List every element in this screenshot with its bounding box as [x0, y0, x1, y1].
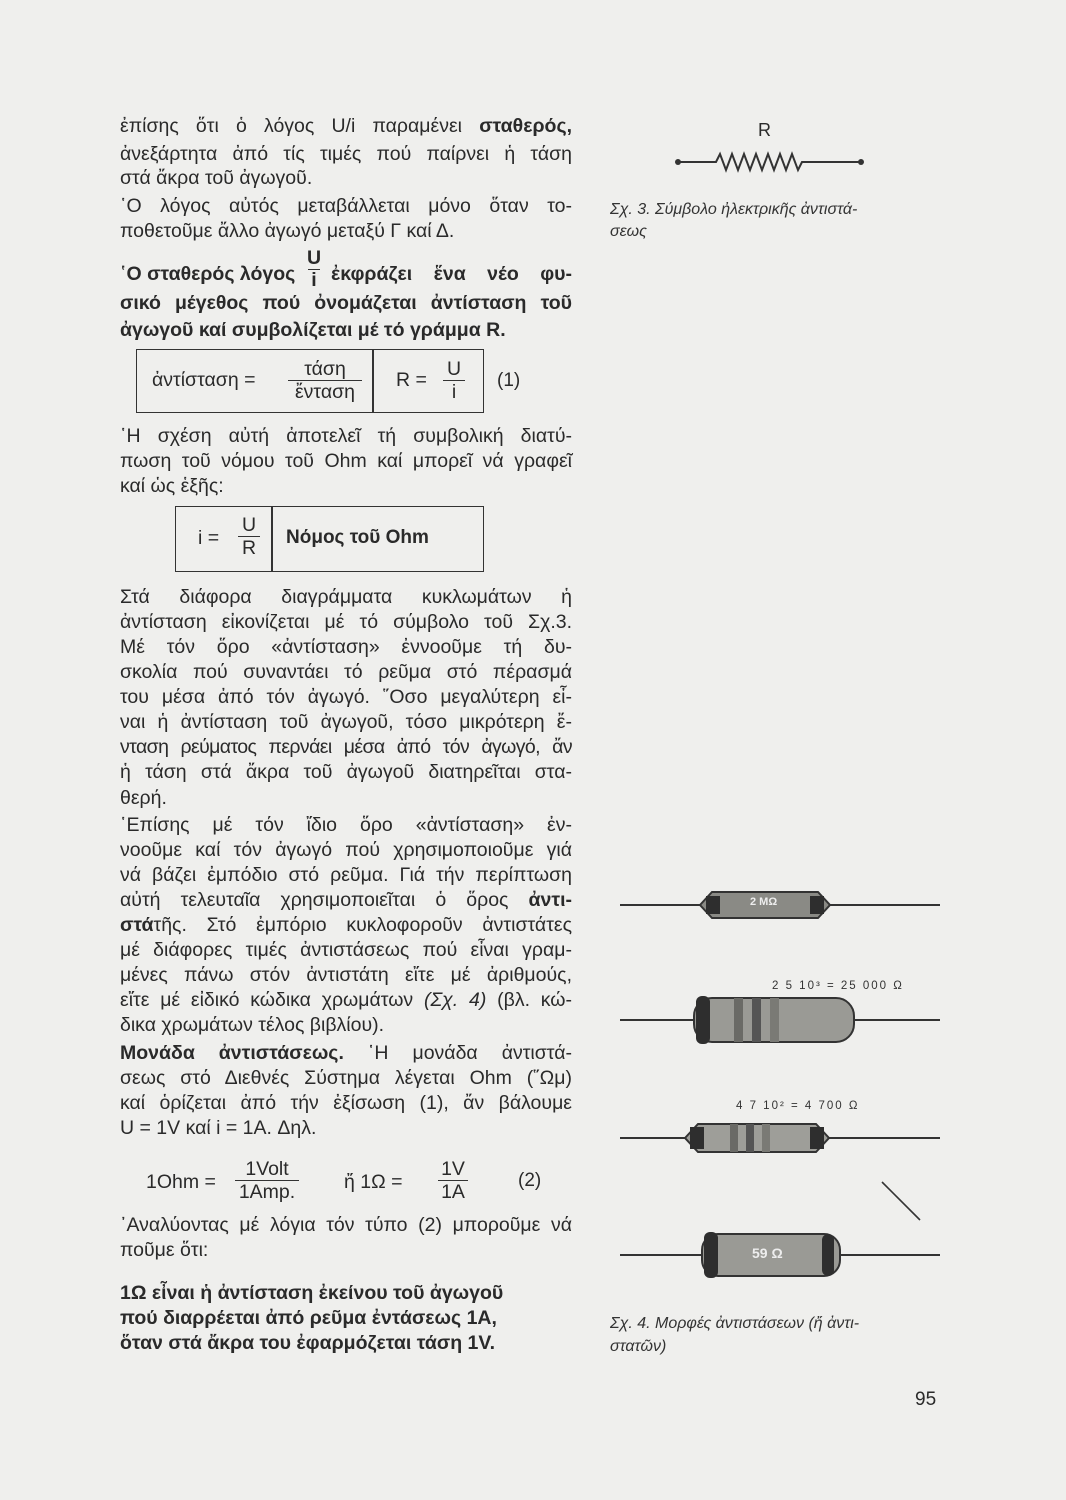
equation-1-num: τάση: [304, 358, 346, 380]
equation-2-lhs: 1Ohm =: [146, 1171, 216, 1193]
body-line-2: ἀντίσταση εἰκονίζεται μέ τό σύμβολο τοῦ Σχ.3.: [120, 611, 572, 633]
fig4-reference: (Σχ. 4): [423, 989, 487, 1011]
body-line-16: μένες πάνω στόν ἀντιστάτη εἴτε μέ ἀριθμούς,: [120, 964, 572, 986]
unit-heading-after: ῾Η μονάδα ἀντιστά-: [367, 1042, 572, 1064]
equation-1-fraction: [285, 358, 365, 403]
annotation-slash: [880, 1180, 924, 1224]
body-line-9: θερή.: [120, 787, 167, 809]
resistor-3-band-3: [762, 1124, 770, 1152]
resistor-3-shape: [685, 1124, 829, 1152]
ohm-fraction: [235, 514, 263, 559]
definition-frac-den: i: [311, 269, 317, 291]
term-resistor-part-2: στά: [120, 914, 154, 936]
resistor-4-end-right: [822, 1234, 834, 1276]
ohm-law-label: Νόμος τοῦ Ohm: [286, 527, 429, 548]
unit-line-2: καί ὁρίζεται ἀπό τήν ἐξίσωση (1), ἄν βάλουμε: [120, 1092, 572, 1114]
body-line-13: [120, 888, 572, 912]
ohm-num: U: [241, 514, 257, 536]
body-line-8: ἡ τάση στά ἄκρα τοῦ ἀγωγοῦ διατηρεῖται στα-: [120, 761, 572, 783]
body-line-13-text: αὐτή τελευταῖα χρησιμοποιεῖται ὁ ὅρος: [120, 889, 509, 911]
body-line-17-text: εἴτε μέ εἰδικό κώδικα χρωμάτων: [120, 989, 414, 1011]
body-line-3: Μέ τόν ὅρο «ἀντίσταση» ἐννοοῦμε τή δυ-: [120, 636, 572, 658]
resistor-2-band-1: [734, 998, 743, 1042]
resistor-1-end-left: [706, 896, 720, 914]
body-line-12: νά βάζει ἐμπόδιο στό ρεῦμα. Γιά τήν περίπτωση: [120, 864, 572, 886]
analysis-line-1: ᾿Αναλύοντας μέ λόγια τόν τύπο (2) μποροῦμε νά: [120, 1214, 572, 1236]
relation-line-1: ῾Η σχέση αὐτή ἀποτελεῖ τή συμβολική διατύ-: [120, 425, 572, 447]
relation-line-3: καί ὡς ἑξῆς:: [120, 475, 224, 497]
color-code-3: 4 7 10² = 4 700 Ω: [736, 1100, 860, 1112]
resistor-2-band-3: [770, 998, 779, 1042]
intro-line-3: στά ἄκρα τοῦ ἀγωγοῦ.: [120, 167, 313, 189]
body-line-17: [120, 988, 572, 1012]
equation-1-rhs-lhs: R =: [396, 369, 427, 391]
resistor-3-end-left: [690, 1127, 704, 1149]
body-line-18: δικα χρωμάτων τέλος βιβλίου).: [120, 1014, 385, 1036]
body-line-10: ῾Επίσης μέ τόν ἴδιο ὅρο «ἀντίσταση» ἐν-: [120, 814, 572, 836]
intro-line-2: ἀνεξάρτητα ἀπό τίς τιμές πού παίρνει ἡ τάση: [120, 143, 572, 165]
relation-line-2: πωση τοῦ νόμου τοῦ Ohm καί μπορεῖ νά γραφεῖ: [120, 450, 572, 472]
equation-1-rhs-den: i: [451, 381, 457, 403]
equation-1-lhs: ἀντίσταση =: [152, 369, 256, 391]
term-resistor-part-1: ἀντι-: [528, 889, 572, 911]
equation-2-fraction: [232, 1158, 302, 1203]
equation-2-fraction-2: [436, 1158, 470, 1203]
fig3-zigzag: [678, 154, 861, 170]
definition-line-1-pre: ῾Ο σταθερός λόγος: [120, 263, 296, 285]
body-line-6: ναι ἡ ἀντίσταση τοῦ ἀγωγοῦ, τόσο μικρότερη ἔ-: [120, 711, 572, 733]
fig3-resistor-symbol: [672, 150, 868, 174]
definition-line-3: ἀγωγοῦ καί συμβολίζεται μέ τό γράμμα R.: [120, 319, 506, 341]
intro-text-1: ἐπίσης ὅτι ὁ λόγος U/i παραμένει: [120, 115, 462, 137]
fig4-reference-after: (βλ. κώ-: [497, 989, 573, 1011]
unit-heading-line: [120, 1041, 572, 1065]
resistor-3-band-2: [746, 1124, 754, 1152]
body-line-11: νοοῦμε καί τόν ἀγωγό πού χρησιμοποιοῦμε γιά: [120, 839, 572, 861]
equation-2-den: 1Amp.: [238, 1181, 296, 1203]
fig3-caption-line-1: Σχ. 3. Σύμβολο ἠλεκτρικῆς ἀντιστά-: [610, 201, 858, 218]
resistor-3-band-1: [730, 1124, 738, 1152]
definition-frac-num: U: [306, 247, 322, 269]
resistor-3-end-right: [810, 1127, 824, 1149]
unit-line-1: σεως στό Διεθνές Σύστημα λέγεται Ohm (῞Ωμ): [120, 1067, 572, 1089]
unit-heading: Μονάδα ἀντιστάσεως.: [120, 1042, 344, 1064]
resistor-4-end-left: [704, 1232, 718, 1278]
body-line-7: νταση ρεύματος περνάει μέσα ἀπό τόν ἀγωγό, ἄν: [120, 736, 572, 758]
ohm-lhs: i =: [198, 527, 220, 549]
body-line-4: σκολία πού συναντάει τό ρεῦμα στό πέρασμά: [120, 661, 572, 683]
body-line-15: μέ διάφορες τιμές ἀντιστάσεως πού εἶναι γραμ-: [120, 939, 572, 961]
color-code-2: 2 5 10³ = 25 000 Ω: [772, 980, 904, 992]
conclusion-line-3: ὅταν στά ἄκρα του ἐφαρμόζεται τάση 1V.: [120, 1332, 496, 1354]
fig3-caption-line-2: σεως: [610, 223, 647, 240]
resistor-2-body: [688, 994, 860, 1046]
fig4-caption-line-2: στατῶν): [610, 1338, 667, 1355]
resistor-1-end-right: [810, 896, 824, 914]
resistor-3-body: [682, 1121, 832, 1155]
definition-line-1-post: ἐκφράζει ἕνα νέο φυ-: [331, 263, 572, 285]
equation-1-den: ἔνταση: [294, 381, 356, 403]
annotation-slash-line: [882, 1182, 920, 1220]
ohm-den: R: [241, 537, 257, 559]
equation-2-num-2: 1V: [441, 1158, 465, 1180]
body-line-14-text: τῆς. Στό ἐμπόριο κυκλοφοροῦν ἀντιστάτες: [153, 914, 572, 936]
equation-2-mid: ἤ 1Ω =: [344, 1171, 403, 1193]
intro-line-1: [120, 114, 572, 138]
equation-2-den-2: 1A: [441, 1181, 465, 1203]
equation-1-label: (1): [497, 370, 521, 391]
body-line-5: του μέσα ἀπό τόν ἀγωγό. ῞Οσο μεγαλύτερη εἶ-: [120, 686, 572, 708]
fig3-symbol-label: R: [758, 120, 771, 140]
conclusion-line-1: 1Ω εἶναι ἡ ἀντίσταση ἐκείνου τοῦ ἀγωγοῦ: [120, 1282, 504, 1304]
conclusion-line-2: πού διαρρέεται ἀπό ρεῦμα ἐντάσεως 1Α,: [120, 1307, 497, 1329]
intro-line-5: ποθετοῦμε ἄλλο ἀγωγό μεταξύ Γ καί Δ.: [120, 220, 455, 242]
analysis-line-2: ποῦμε ὅτι:: [120, 1239, 209, 1261]
intro-bold-word: σταθερός,: [479, 115, 573, 137]
unit-line-3: U = 1V καί i = 1A. Δηλ.: [120, 1117, 317, 1139]
body-line-1: Στά διάφορα διαγράμματα κυκλωμάτων ἡ: [120, 586, 572, 608]
equation-2-label: (2): [518, 1170, 542, 1191]
body-line-14: [120, 913, 572, 937]
equation-1-rhs-num: U: [446, 358, 462, 380]
definition-fraction: [305, 247, 323, 290]
equation-2-num: 1Volt: [245, 1158, 289, 1180]
equation-1-rhs-fraction: [440, 358, 468, 403]
definition-line-2: σικό μέγεθος πού ὀνομάζεται ἀντίσταση τοῦ: [120, 292, 572, 314]
resistor-2-band-2: [752, 998, 761, 1042]
page-number: 95: [915, 1389, 937, 1410]
resistor-2-end-left: [696, 996, 710, 1044]
fig4-caption-line-1: Σχ. 4. Μορφές ἀντιστάσεων (ἤ ἀντι-: [610, 1315, 860, 1332]
intro-line-4: ῾Ο λόγος αὐτός μεταβάλλεται μόνο ὅταν το-: [120, 195, 572, 217]
resistor-1-label: 2 MΩ: [750, 896, 778, 908]
resistor-4-label: 59 Ω: [752, 1245, 783, 1261]
